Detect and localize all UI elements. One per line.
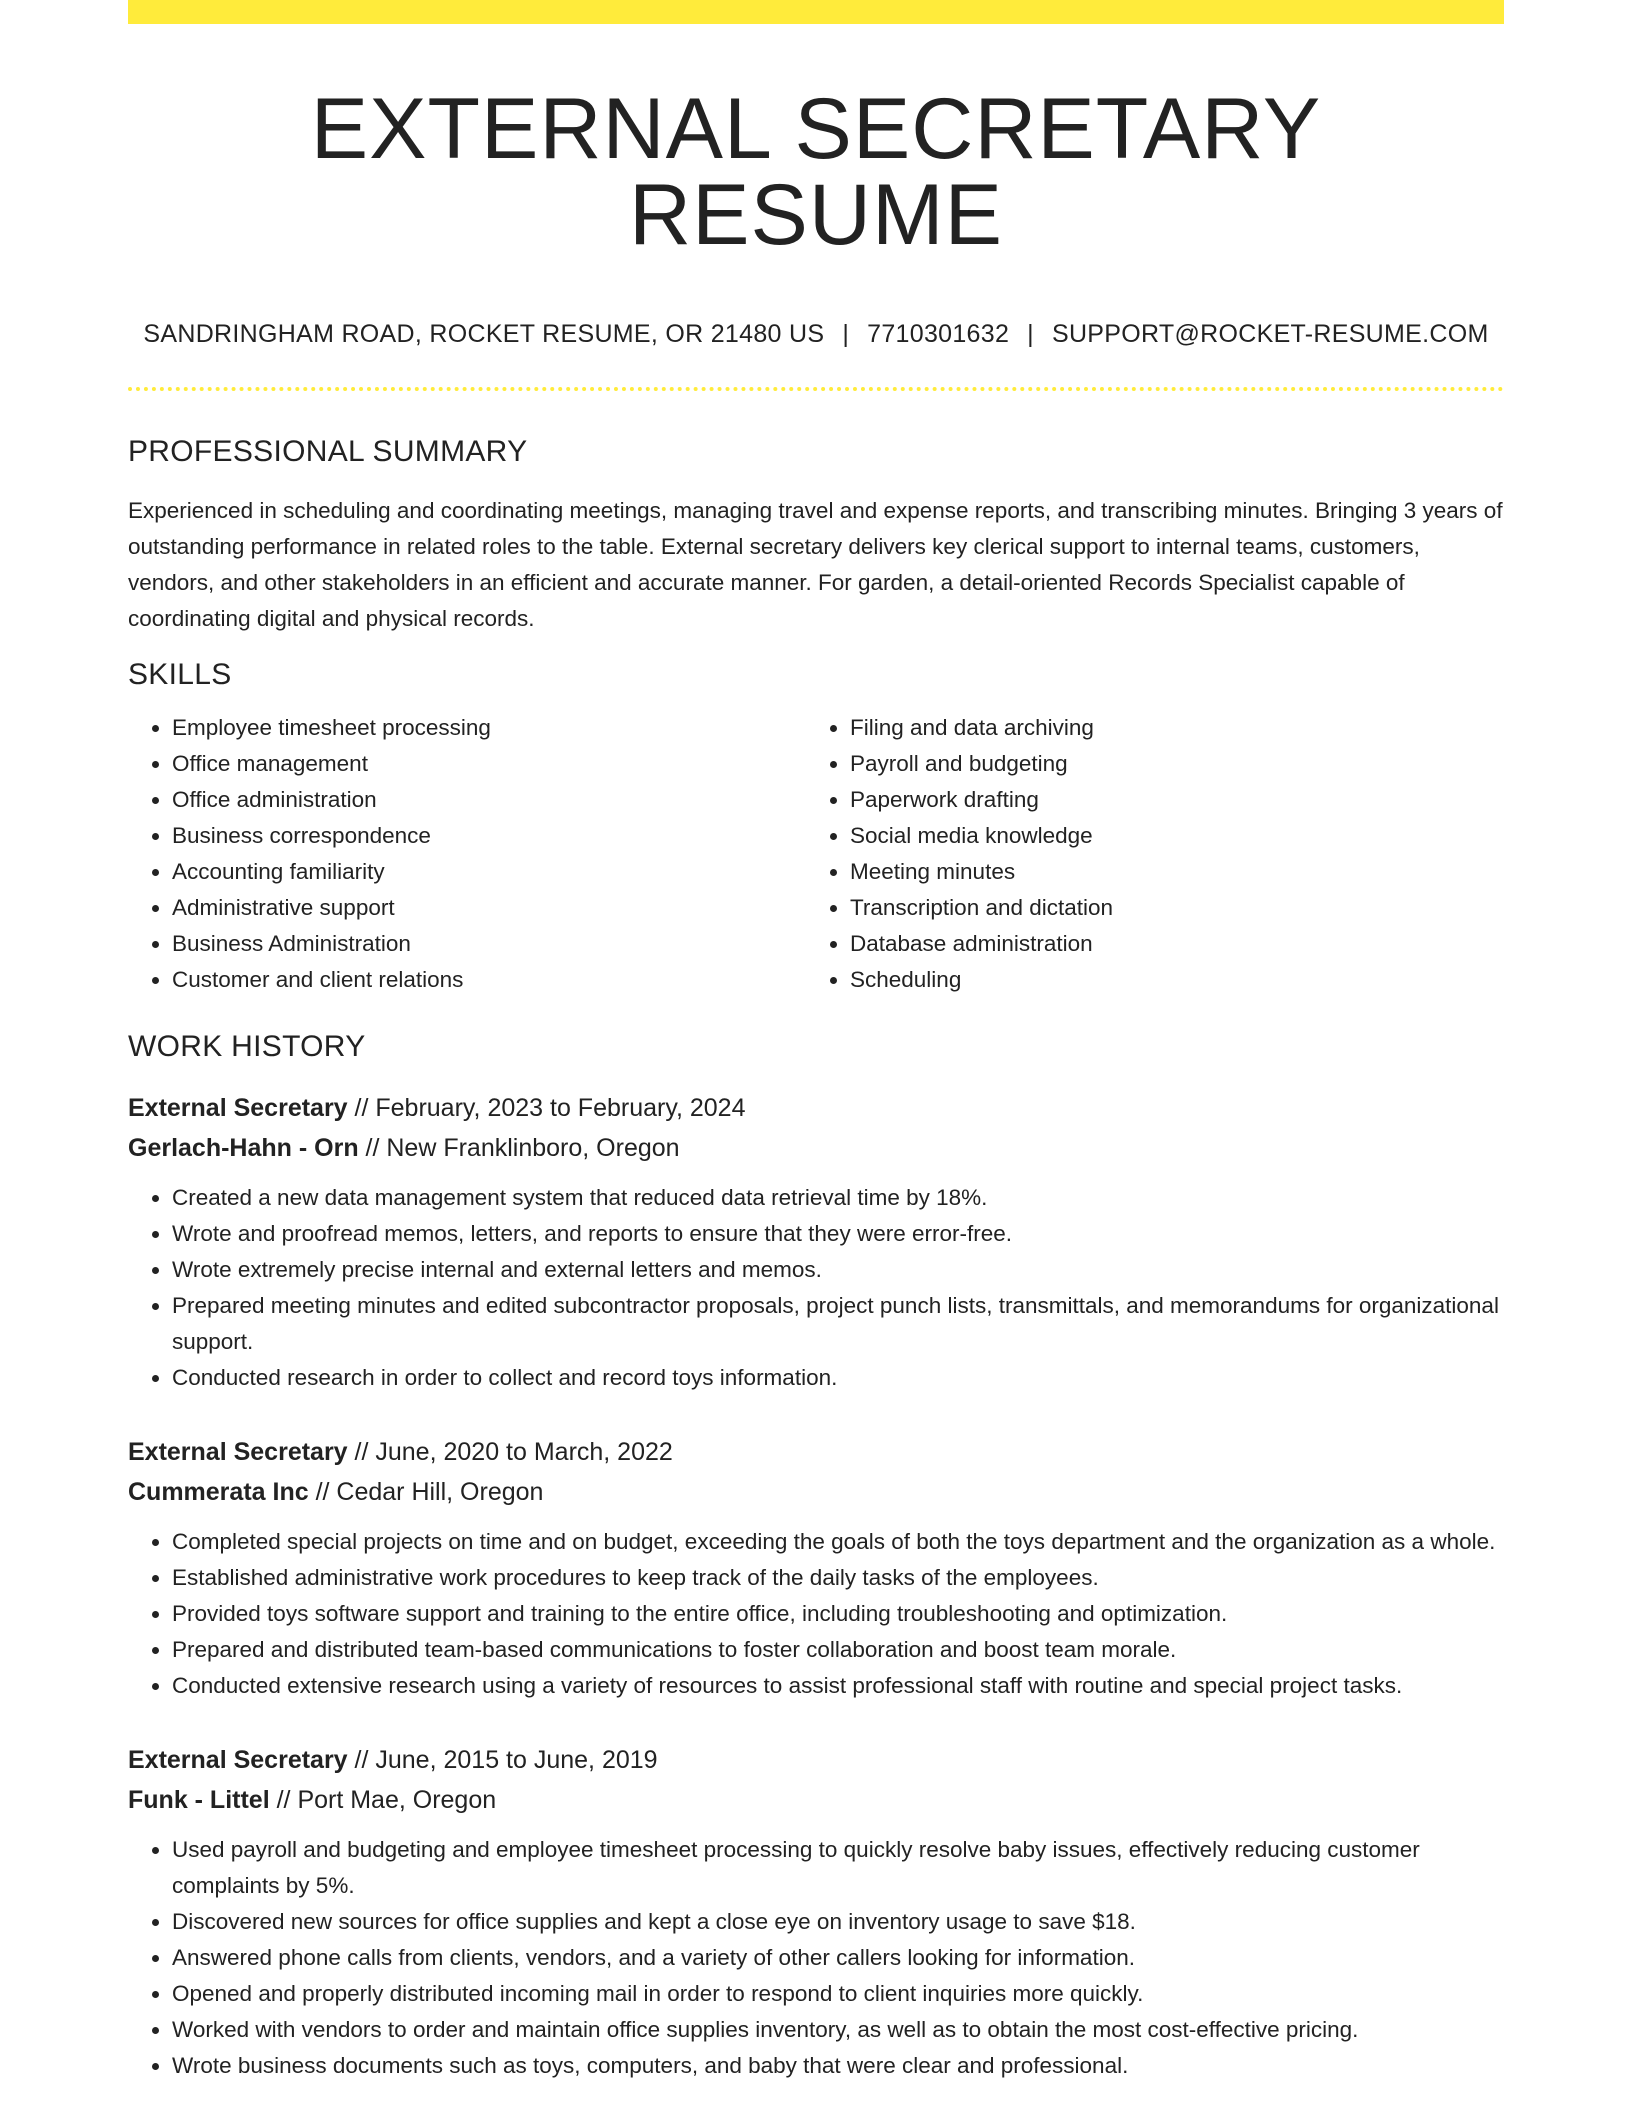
skill-item: • Payroll and budgeting — [850, 746, 1484, 782]
work-history-heading: WORK HISTORY — [128, 1029, 366, 1063]
job-company: Gerlach-Hahn - Orn — [128, 1133, 359, 1162]
skill-item: • Business Administration — [172, 926, 806, 962]
job-dates: // June, 2020 to March, 2022 — [347, 1437, 673, 1466]
job-bullet: • Wrote extremely precise internal and external letters and memos. — [172, 1252, 1504, 1288]
job-title-line — [128, 1740, 1504, 1780]
job-bullet: • Established administrative work procedures to keep track of the daily tasks of the employees. — [172, 1560, 1504, 1596]
skill-item: • Administrative support — [172, 890, 806, 926]
job-bullets — [128, 1524, 1504, 1704]
summary-text: Experienced in scheduling and coordinating meetings, managing travel and expense reports, and transcribing minutes. Bringing 3 years of outstanding performance in related roles to the table. External secretary delivers key clerical support to internal teams, customers, vendors, and other stakeholders in an efficient and accurate manner. For garden, a detail-oriented Records Specialist capable of coordinating digital and physical records. — [128, 498, 1503, 631]
job-company: Cummerata Inc — [128, 1477, 309, 1506]
job-bullet: • Completed special projects on time and on budget, exceeding the goals of both the toys department and the organization as a whole. — [172, 1524, 1504, 1560]
job-bullet: • Conducted extensive research using a variety of resources to assist professional staff with routine and special project tasks. — [172, 1668, 1504, 1704]
accent-bar — [128, 0, 1504, 24]
skill-item: • Accounting familiarity — [172, 854, 806, 890]
skills-list — [128, 710, 1504, 998]
job-title-line — [128, 1432, 1504, 1472]
job-bullet: • Used payroll and budgeting and employee timesheet processing to quickly resolve baby issues, effectively reducing customer complaints by 5%. — [172, 1832, 1504, 1904]
job-location: // Port Mae, Oregon — [269, 1785, 497, 1814]
job-bullets — [128, 1832, 1504, 2084]
skill-item: • Meeting minutes — [850, 854, 1484, 890]
skill-item: • Customer and client relations — [172, 962, 806, 998]
job-bullet: • Opened and properly distributed incoming mail in order to respond to client inquiries more quickly. — [172, 1976, 1504, 2012]
job-company-line — [128, 1780, 1504, 1820]
skill-item: • Filing and data archiving — [850, 710, 1484, 746]
job-company: Funk - Littel — [128, 1785, 270, 1814]
summary-heading: PROFESSIONAL SUMMARY — [128, 435, 528, 468]
job-bullet: • Wrote business documents such as toys, computers, and baby that were clear and professional. — [172, 2048, 1504, 2084]
job-bullet: • Provided toys software support and training to the entire office, including troubleshooting and optimization. — [172, 1596, 1504, 1632]
contact-phone: 7710301632 — [867, 320, 1010, 348]
skill-item: • Scheduling — [850, 962, 1484, 998]
skills-heading: SKILLS — [128, 657, 232, 691]
dotted-divider — [128, 387, 1504, 391]
resume-page — [128, 0, 1504, 2084]
job-bullet: • Worked with vendors to order and maintain office supplies inventory, as well as to obtain the most cost-effective pricing. — [172, 2012, 1504, 2048]
skill-item: • Transcription and dictation — [850, 890, 1484, 926]
job-title: External Secretary — [128, 1437, 348, 1466]
job-bullet: • Created a new data management system that reduced data retrieval time by 18%. — [172, 1180, 1504, 1216]
resume-title: EXTERNAL SECRETARY RESUME — [310, 81, 1322, 263]
job-entry — [128, 1088, 1504, 1396]
job-bullet: • Prepared meeting minutes and edited subcontractor proposals, project punch lists, transmittals, and memorandums for organizational support. — [172, 1288, 1504, 1360]
contact-address: SANDRINGHAM ROAD, ROCKET RESUME, OR 21480 US — [143, 320, 825, 348]
skill-item: • Business correspondence — [172, 818, 806, 854]
job-bullet: • Conducted research in order to collect and record toys information. — [172, 1360, 1504, 1396]
job-location: // Cedar Hill, Oregon — [308, 1477, 544, 1506]
skill-item: • Social media knowledge — [850, 818, 1484, 854]
skill-item: • Office administration — [172, 782, 806, 818]
job-dates: // February, 2023 to February, 2024 — [347, 1093, 746, 1122]
job-location: // New Franklinboro, Oregon — [358, 1133, 680, 1162]
job-bullet: • Wrote and proofread memos, letters, and reports to ensure that they were error-free. — [172, 1216, 1504, 1252]
skills-column-right — [806, 710, 1484, 998]
skill-item: • Database administration — [850, 926, 1484, 962]
job-title: External Secretary — [128, 1745, 348, 1774]
job-entry — [128, 1432, 1504, 1704]
job-bullet: • Discovered new sources for office supplies and kept a close eye on inventory usage to save $18. — [172, 1904, 1504, 1940]
job-entry — [128, 1740, 1504, 2084]
job-dates: // June, 2015 to June, 2019 — [347, 1745, 658, 1774]
skills-column-left — [128, 710, 806, 998]
skill-item: • Paperwork drafting — [850, 782, 1484, 818]
skill-item: • Office management — [172, 746, 806, 782]
job-company-line — [128, 1128, 1504, 1168]
skill-item: • Employee timesheet processing — [172, 710, 806, 746]
job-bullet: • Prepared and distributed team-based communications to foster collaboration and boost team morale. — [172, 1632, 1504, 1668]
job-title-line — [128, 1088, 1504, 1128]
job-title: External Secretary — [128, 1093, 348, 1122]
job-bullet: • Answered phone calls from clients, vendors, and a variety of other callers looking for information. — [172, 1940, 1504, 1976]
contact-email: SUPPORT@ROCKET-RESUME.COM — [1051, 320, 1489, 348]
job-bullets — [128, 1180, 1504, 1396]
job-company-line — [128, 1472, 1504, 1512]
contact-line — [128, 322, 1504, 347]
contact-separator: | — [842, 320, 850, 348]
contact-separator: | — [1027, 320, 1034, 348]
